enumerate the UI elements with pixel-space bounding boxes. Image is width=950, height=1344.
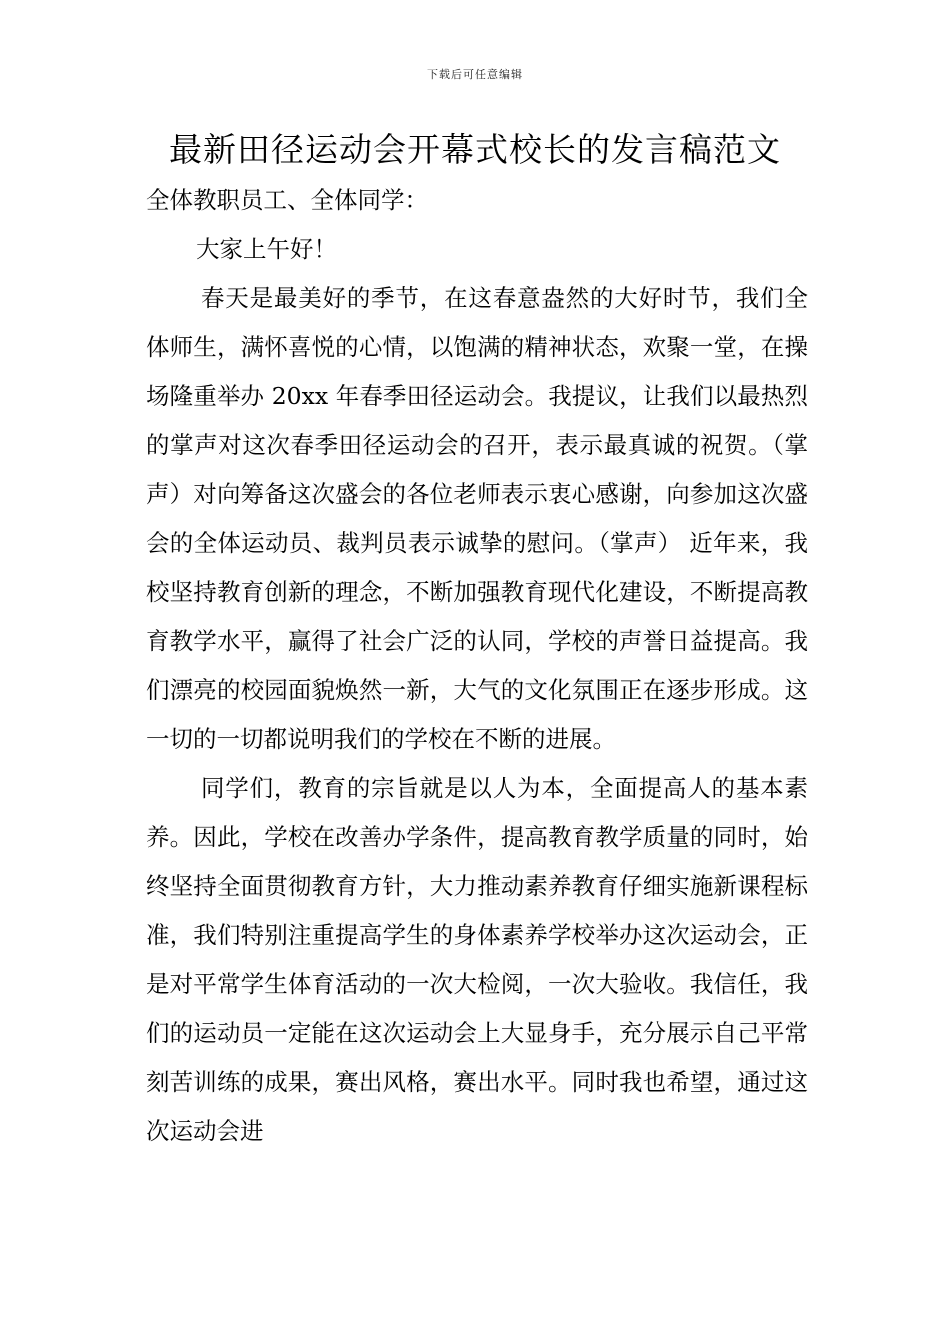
greeting: 大家上午好！ xyxy=(196,235,337,263)
paragraph-2: 同学们，教育的宗旨就是以人为本，全面提高人的基本素养。因此，学校在改善办学条件，提高教育教学质量的同时，始终坚持全面贯彻教育方针，大力推动素养教育仔细实施新课程标准，我们特别注重提高学生的身体素养学校举办这次运动会，正是对平常学生体育活动的一次大检阅，一次大验收。我信任，我们的运动员一定能在这次运动会上大显身手，充分展示自己平常刻苦训练的成果，赛出风格，赛出水平。同时我也希望，通过这次运动会进 xyxy=(146,774,808,1145)
document-title: 最新田径运动会开幕式校长的发言稿范文 xyxy=(169,130,781,169)
document-body xyxy=(146,176,808,1156)
salutation: 全体教职员工、全体同学： xyxy=(146,186,428,214)
paragraph-1: 春天是最美好的季节，在这春意盎然的大好时节，我们全体师生，满怀喜悦的心情，以饱满的精神状态，欢聚一堂，在操场隆重举办 20xx 年春季田径运动会。我提议，让我们以最热烈的掌声对这次春季田径运动会的召开，表示最真诚的祝贺。（掌声）对向筹备这次盛会的各位老师表示衷心感谢，向参加这次盛会的全体运动员、裁判员表示诚挚的慰问。（掌声） 近年来，我校坚持教育创新的理念，不断加强教育现代化建设，不断提高教育教学水平，赢得了社会广泛的认同，学校的声誉日益提高。我们漂亮的校园面貌焕然一新，大气的文化氛围正在逐步形成。这一切的一切都说明我们的学校在不断的进展。 xyxy=(146,284,808,753)
header-note: 下载后可任意编辑 xyxy=(427,68,523,81)
